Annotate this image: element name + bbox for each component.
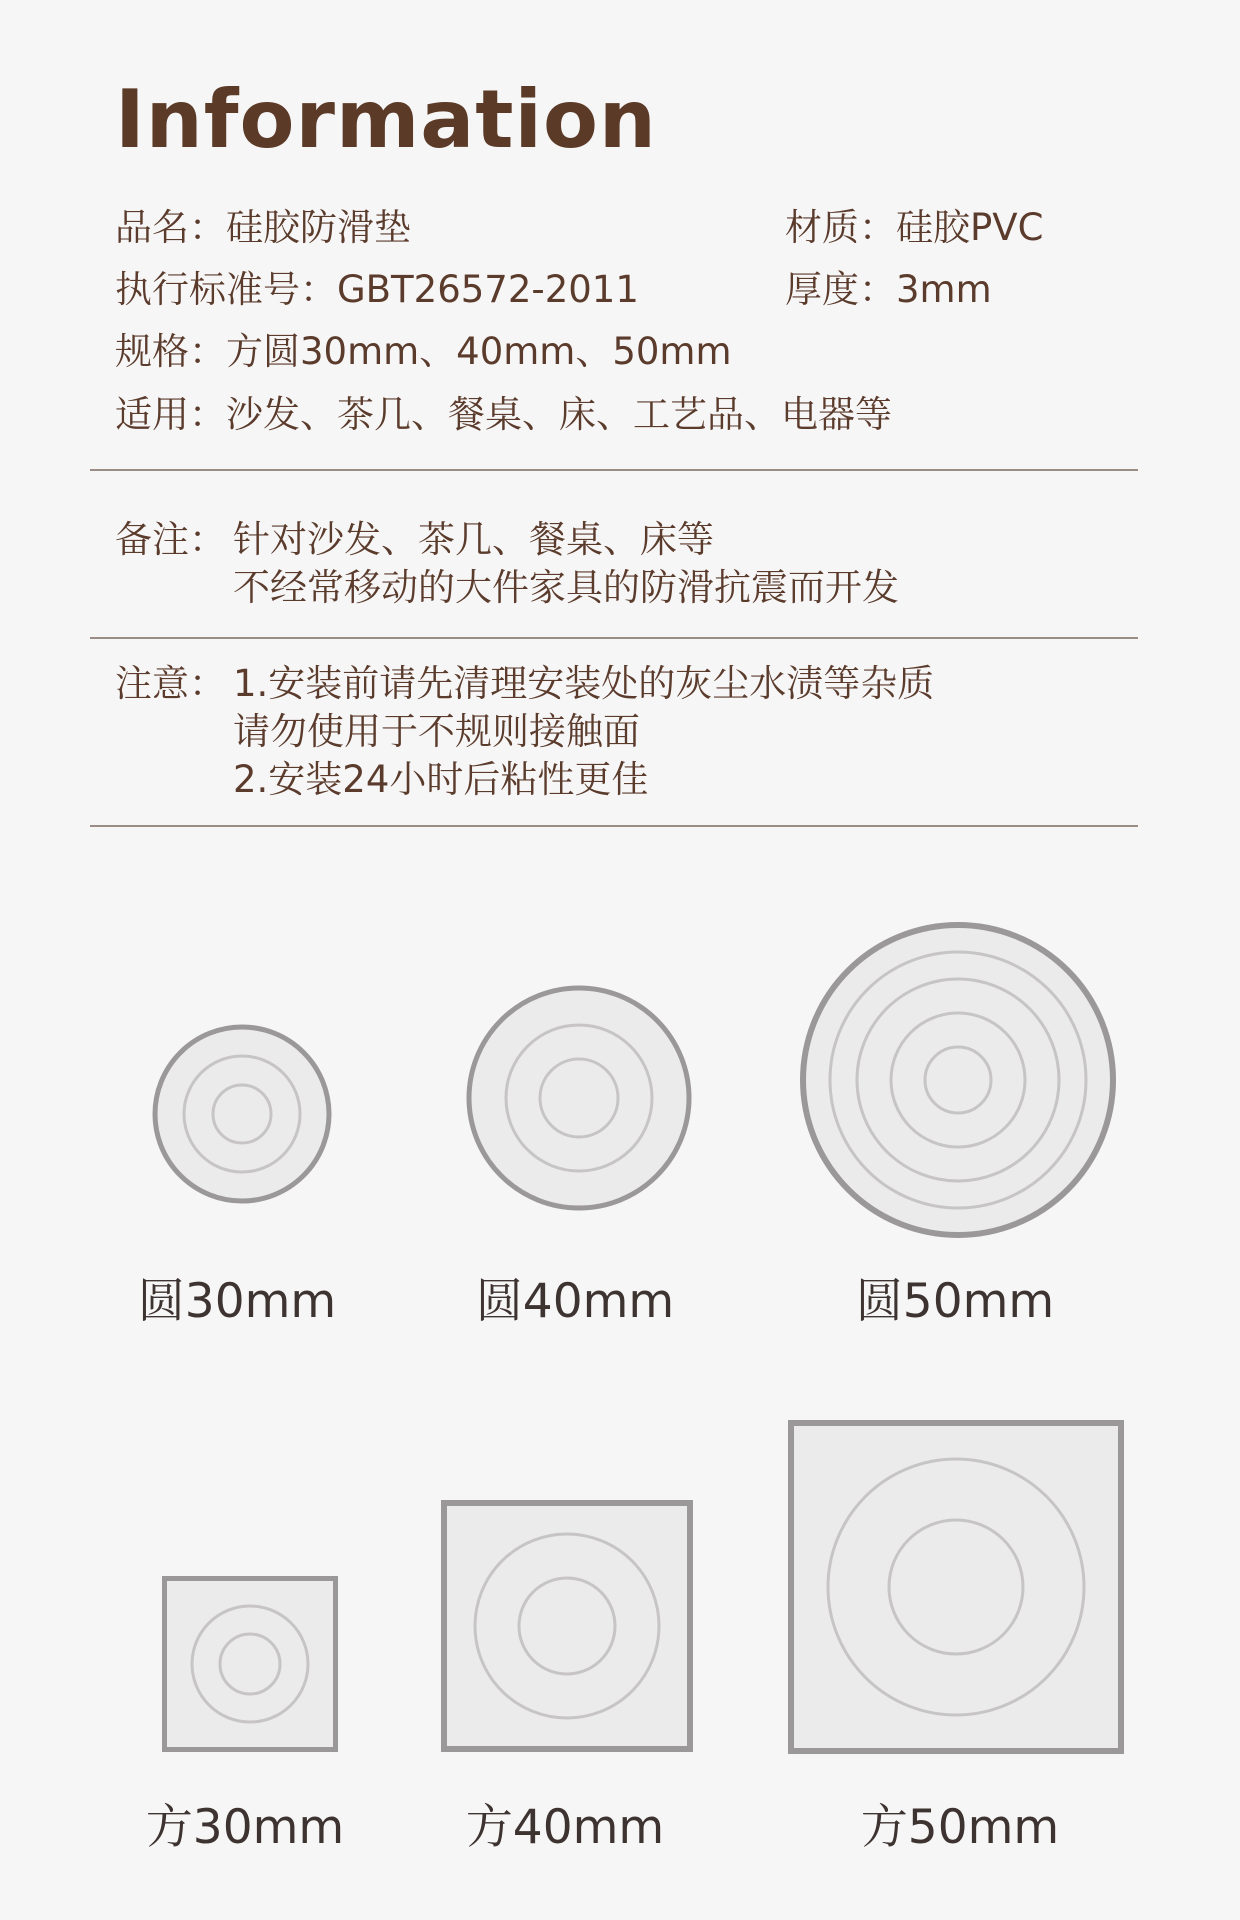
- spec-product-name: 品名：硅胶防滑垫: [115, 206, 411, 249]
- square-pad-30mm-label: 方30mm: [145, 1800, 345, 1855]
- page-title: Information: [115, 73, 657, 166]
- notice-line: 2.安装24小时后粘性更佳: [233, 758, 649, 801]
- square-pad-40mm-label: 方40mm: [465, 1800, 665, 1855]
- remarks-label: 备注：: [115, 518, 226, 561]
- square-pad-50mm-label: 方50mm: [860, 1800, 1060, 1855]
- spec-thickness: 厚度：3mm: [785, 268, 992, 311]
- notice-label: 注意：: [115, 662, 226, 705]
- spec-material: 材质：硅胶PVC: [785, 206, 1044, 249]
- round-pad-30mm-image: [152, 1024, 332, 1204]
- divider: [90, 825, 1138, 827]
- notice-line: 请勿使用于不规则接触面: [233, 710, 640, 753]
- spec-usage: 适用：沙发、茶几、餐桌、床、工艺品、电器等: [115, 393, 892, 436]
- round-pad-40mm-image: [466, 985, 692, 1211]
- spec-size: 规格：方圆30mm、40mm、50mm: [115, 330, 732, 373]
- notice-line: 1.安装前请先清理安装处的灰尘水渍等杂质: [233, 662, 935, 705]
- round-pad-50mm-image: [800, 922, 1116, 1238]
- spec-standard: 执行标准号：GBT26572-2011: [115, 268, 639, 311]
- round-pad-40mm-label: 圆40mm: [475, 1274, 675, 1329]
- divider: [90, 637, 1138, 639]
- square-pad-30mm-image: [162, 1576, 338, 1752]
- square-pad-50mm-image: [788, 1420, 1124, 1754]
- remarks-line: 针对沙发、茶几、餐桌、床等: [233, 518, 714, 561]
- square-pad-40mm-image: [441, 1500, 693, 1752]
- divider: [90, 469, 1138, 471]
- round-pad-50mm-label: 圆50mm: [855, 1274, 1055, 1329]
- remarks-line: 不经常移动的大件家具的防滑抗震而开发: [233, 566, 899, 609]
- round-pad-30mm-label: 圆30mm: [137, 1274, 337, 1329]
